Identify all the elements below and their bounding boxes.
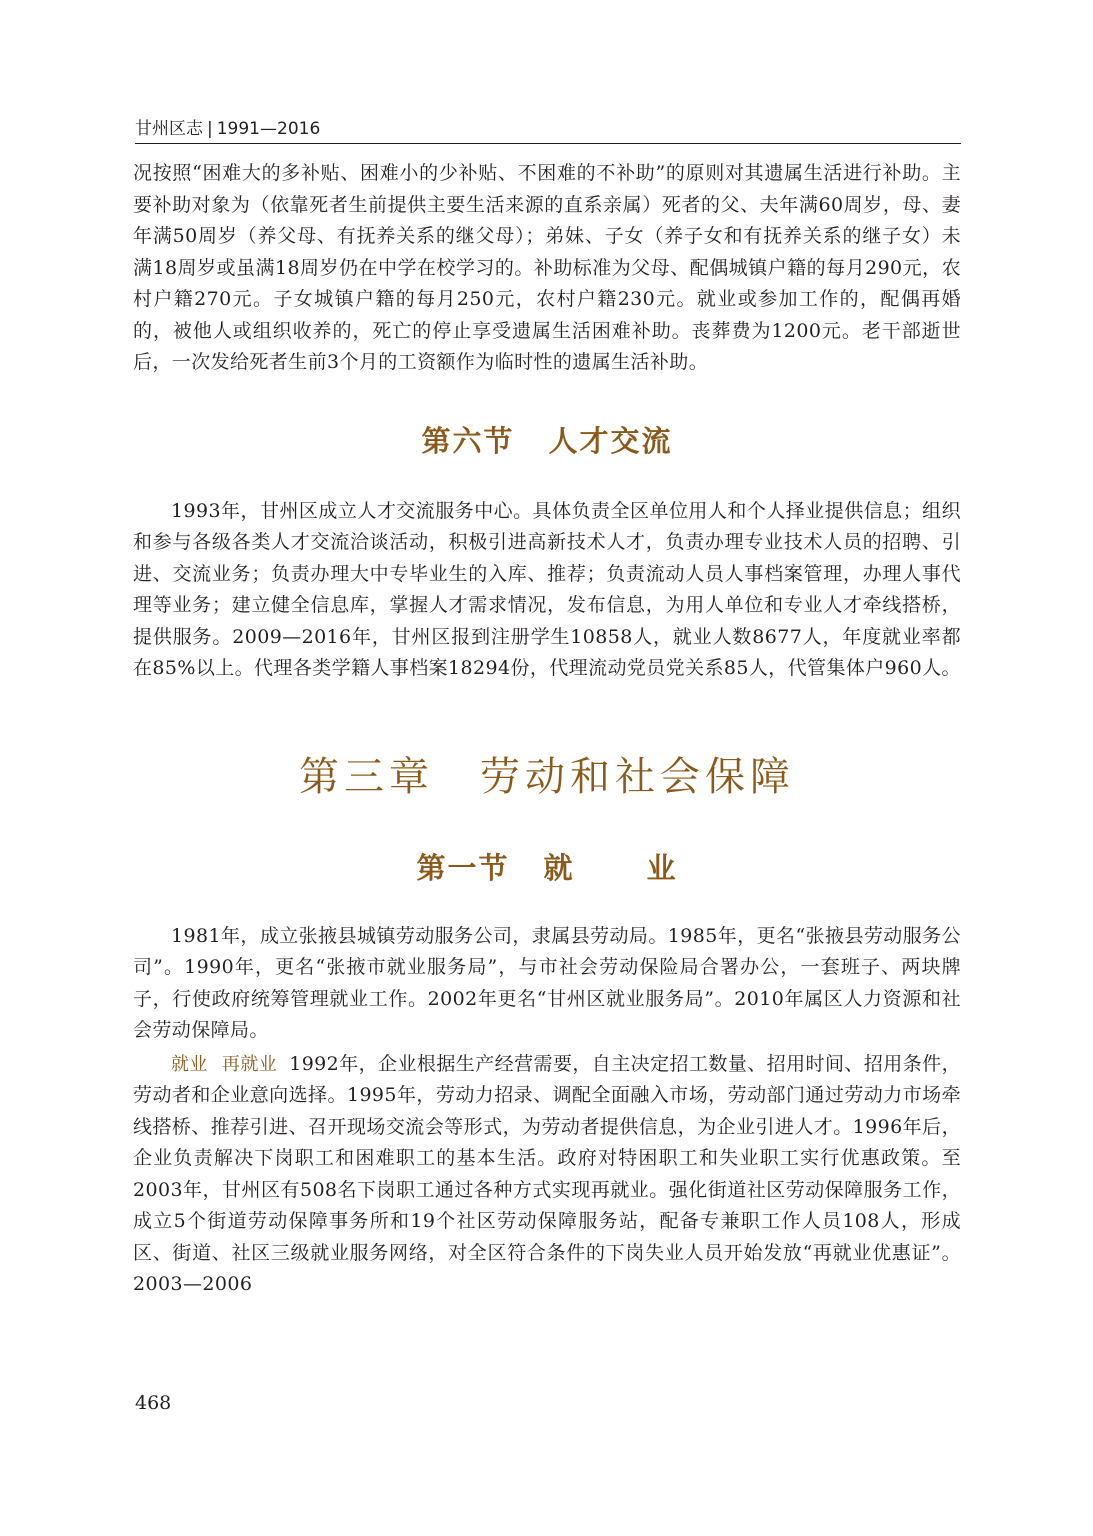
header-years: 1991—2016 — [216, 119, 321, 139]
chapter-heading — [133, 745, 961, 802]
page-content — [133, 158, 961, 1301]
subsection-heading — [171, 1054, 277, 1075]
header-rule — [135, 143, 961, 144]
chapter-title: 劳动和社会保障 — [480, 753, 795, 800]
section-number: 第六节 — [421, 423, 515, 458]
running-head — [135, 118, 961, 140]
section-heading-1 — [133, 846, 961, 887]
book-title: 甘州区志 — [135, 119, 203, 139]
subsection-paragraph — [133, 1049, 961, 1301]
subhead-part1: 就业 — [171, 1053, 208, 1075]
subhead-part2: 再就业 — [221, 1053, 278, 1075]
chapter-number: 第三章 — [299, 753, 434, 800]
header-separator: | — [207, 119, 213, 139]
section-title-part2: 业 — [646, 850, 678, 885]
section-heading-6 — [133, 419, 961, 460]
section-1-paragraph: 1981年，成立张掖县城镇劳动服务公司，隶属县劳动局。1985年，更名“张掖县劳动服务公司”。1990年，更名“张掖市就业服务局”，与市社会劳动保险局合署办公，一套班子、两块牌子，行使政府统筹管理就业工作。2002年更名“甘州区就业服务局”。2010年属区人力资源和社会劳动保障局。 — [133, 924, 961, 1041]
section-title-part1: 就 — [543, 850, 575, 885]
section-number: 第一节 — [416, 850, 510, 885]
section-6-paragraph: 1993年，甘州区成立人才交流服务中心。具体负责全区单位用人和个人择业提供信息；组织和参与各级各类人才交流洽谈活动，积极引进高新技术人才，负责办理专业技术人员的招聘、引进、交流业务；负责办理大中专毕业生的入库、推荐；负责流动人员人事档案管理，办理人事代理等业务；建立健全信息库，掌握人才需求情况，发布信息，为用人单位和专业人才牵线搭桥，提供服务。2009—2016年，甘州区报到注册学生10858人，就业人数8677人，年度就业率都在85%以上。代理各类学籍人事档案18294份，代理流动党员党关系85人，代管集体户960人。 — [133, 499, 961, 679]
subsection-text: 1992年，企业根据生产经营需要，自主决定招工数量、招用时间、招用条件，劳动者和企业意向选择。1995年，劳动力招录、调配全面融入市场，劳动部门通过劳动力市场牵线搭桥、推荐引进、召开现场交流会等形式，为劳动者提供信息，为企业引进人才。1996年后，企业负责解决下岗职工和困难职工的基本生活。政府对特困职工和失业职工实行优惠政策。至2003年，甘州区有508名下岗职工通过各种方式实现再就业。强化街道社区劳动保障服务工作，成立5个街道劳动保障事务所和19个社区劳动保障服务站，配备专兼职工作人员108人，形成区、街道、社区三级就业服务网络，对全区符合条件的下岗失业人员开始发放“再就业优惠证”。2003—2006 — [133, 1052, 961, 1295]
section-title: 人才交流 — [548, 423, 673, 458]
continued-paragraph: 况按照“困难大的多补贴、困难小的少补贴、不困难的不补助”的原则对其遗属生活进行补助。主要补助对象为（依靠死者生前提供主要生活来源的直系亲属）死者的父、夫年满60周岁，母、妻年满50周岁（养父母、有抚养关系的继父母）；弟妹、子女（养子女和有抚养关系的继子女）未满18周岁或虽满18周岁仍在中学在校学习的。补助标准为父母、配偶城镇户籍的每月290元，农村户籍270元。子女城镇户籍的每月250元，农村户籍230元。就业或参加工作的，配偶再婚的，被他人或组织收养的，死亡的停止享受遗属生活困难补助。丧葬费为1200元。老干部逝世后，一次发给死者生前3个月的工资额作为临时性的遗属生活补助。 — [133, 162, 961, 373]
page-number: 468 — [135, 1392, 172, 1414]
